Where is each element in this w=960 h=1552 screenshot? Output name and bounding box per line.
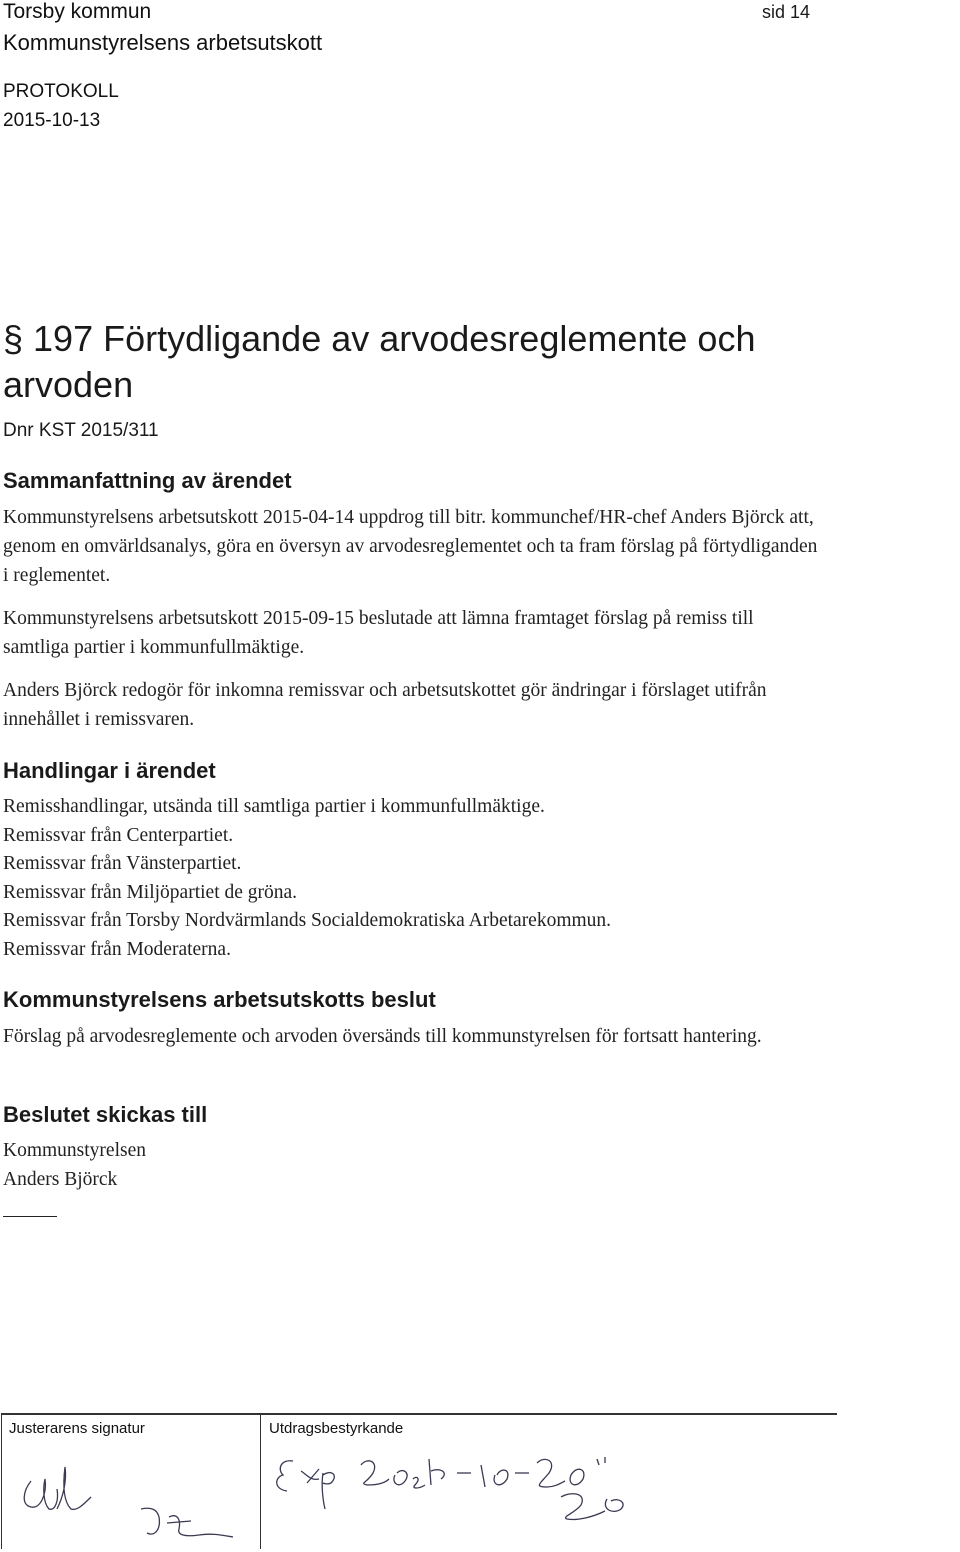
decision-text: Förslag på arvodesreglemente och arvoden översänds till kommunstyrelsen för fortsatt hantering. (3, 1026, 762, 1047)
signature-footer (1, 1413, 837, 1549)
recipients-heading: Beslutet skickas till (3, 1102, 208, 1127)
summary-paragraph: Kommunstyrelsens arbetsutskott 2015-04-14 uppdrog till bitr. kommunchef/HR-chef Anders Björck att, genom en omvärldsanalys, göra en översyn av arvodesreglementet och ta fram förslag på förtydliganden i reglementet. (3, 507, 818, 586)
handwritten-signatures (1, 1413, 837, 1549)
section-title: § 197 Förtydligande av arvodesreglemente och arvoden (3, 318, 756, 405)
summary-paragraph: Anders Björck redogör för inkomna remissvar och arbetsutskottet gör ändringar i förslaget utifrån innehållet i remissvaren. (3, 680, 767, 730)
recipients-list (3, 1137, 146, 1194)
adjuster-signature-label: Justerarens signatur (9, 1420, 145, 1437)
summary-paragraph: Kommunstyrelsens arbetsutskott 2015-09-15 beslutade att lämna framtaget förslag på remiss till samtliga partier i kommunfullmäktige. (3, 608, 754, 658)
recipient-item: Kommunstyrelsen (3, 1140, 146, 1161)
signature-initials-2 (141, 1508, 233, 1537)
recipient-item: Anders Björck (3, 1168, 118, 1190)
document-type: PROTOKOLL (3, 81, 119, 102)
list-item: Remissvar från Vänsterpartiet. (3, 853, 242, 874)
municipality-name: Torsby kommun (3, 0, 152, 23)
decision-heading: Kommunstyrelsens arbetsutskotts beslut (3, 987, 436, 1012)
documents-heading: Handlingar i ärendet (3, 758, 216, 783)
list-item: Remissvar från Moderaterna. (3, 938, 231, 960)
list-item: Remissvar från Centerpartiet. (3, 824, 234, 846)
signature-initials-1 (24, 1467, 91, 1509)
certification-label: Utdragsbestyrkande (269, 1420, 404, 1437)
list-item: Remissvar från Torsby Nordvärmlands Socialdemokratiska Arbetarekommun. (3, 910, 612, 931)
protocol-date: 2015-10-13 (3, 110, 101, 131)
summary-heading: Sammanfattning av ärendet (3, 468, 292, 493)
documents-list (3, 793, 863, 964)
handwritten-certification (277, 1457, 623, 1520)
list-item: Remissvar från Miljöpartiet de gröna. (3, 881, 298, 903)
case-number: Dnr KST 2015/311 (3, 420, 159, 441)
committee-name: Kommunstyrelsens arbetsutskott (3, 30, 323, 55)
list-item: Remisshandlingar, utsända till samtliga partier i kommunfullmäktige. (3, 796, 545, 817)
page-number: sid 14 (761, 2, 810, 22)
end-divider (3, 1216, 57, 1217)
